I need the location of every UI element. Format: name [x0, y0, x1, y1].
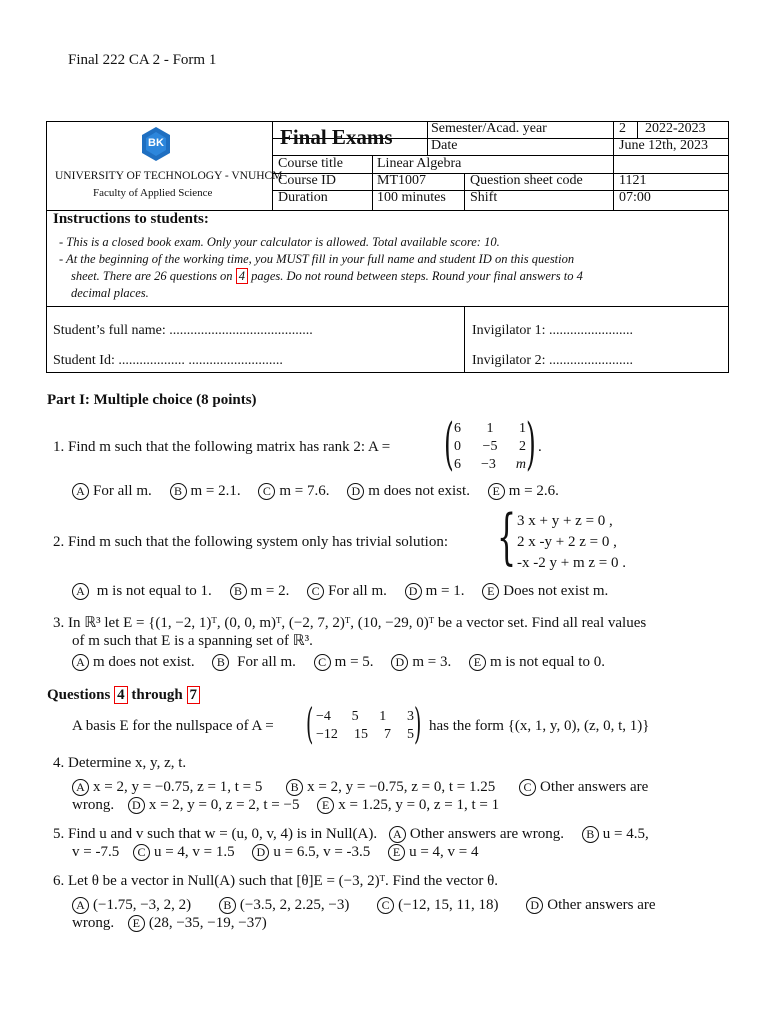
instructions-line-2: - At the beginning of the working time, you MUST fill in your full name and student ID on this question [59, 252, 575, 266]
question-4-options-line-1 [72, 779, 662, 796]
matrix-cell: 6 [454, 421, 461, 436]
matrix-cell: 1 [486, 421, 494, 436]
course-id-label: Course ID [278, 173, 336, 188]
exam-header-box [46, 121, 729, 373]
matrix-cell: 3 [406, 709, 414, 724]
question-1-text: 1. Find m such that the following matrix has rank 2: A = [53, 439, 391, 455]
option-text: m = 2.1. [190, 483, 241, 499]
question-3-line-2: of m such that E is a spanning set of ℝ³. [72, 633, 313, 649]
matrix-cell: −4 [316, 709, 331, 724]
option-text: m = 2. [250, 583, 290, 599]
matrix-cell: m [515, 457, 526, 472]
option-letter: C [314, 654, 331, 671]
question-2-options [72, 583, 622, 600]
matrix-cell: −3 [480, 457, 496, 472]
option-letter: A [72, 583, 89, 600]
option-text: (−12, 15, 11, 18) [398, 897, 499, 913]
option-letter: C [133, 844, 150, 861]
option-text: m is not equal to 1. [96, 583, 212, 599]
option-letter: D [405, 583, 422, 600]
option-c[interactable] [314, 654, 374, 671]
option-c-cont: wrong. [72, 797, 115, 813]
question-5-line-2 [72, 844, 492, 861]
instructions-line-4: decimal places. [71, 286, 149, 300]
option-a[interactable] [72, 897, 191, 914]
nullspace-form: has the form {(x, 1, y, 0), (z, 0, t, 1)} [429, 718, 650, 734]
option-letter: D [252, 844, 269, 861]
instructions-line-3a: sheet. There are 26 questions on [71, 269, 236, 283]
option-letter: E [317, 797, 334, 814]
semester-value: 2 [619, 121, 626, 136]
instructions-line-3 [71, 269, 583, 284]
option-letter: E [488, 483, 505, 500]
option-text: x = 1.25, y = 0, z = 1, t = 1 [338, 797, 500, 813]
system-eq-2: 2 x -y + 2 z = 0 , [517, 534, 617, 550]
matrix-cell: 0 [454, 439, 461, 454]
date-value: June 12th, 2023 [619, 138, 709, 153]
option-text: (−3.5, 2, 2.25, −3) [239, 897, 350, 913]
matrix-cell: 15 [353, 727, 368, 742]
title-part: Questions [47, 687, 115, 703]
matrix-cell: 5 [407, 727, 414, 742]
option-text: m does not exist. [368, 483, 470, 499]
option-c[interactable] [519, 779, 648, 796]
logo-text: BK [148, 137, 164, 149]
option-a[interactable] [72, 583, 212, 600]
option-text: Other answers are wrong. [409, 826, 564, 842]
question-3-line-1: 3. In ℝ³ let E = {(1, −2, 1)ᵀ, (0, 0, m)ᵀ, (−2, 7, 2)ᵀ, (10, −29, 0)ᵀ be a vector set. Find all real values [53, 615, 647, 631]
option-b-cont: v = -7.5 [72, 844, 120, 860]
option-text: m = 1. [425, 583, 465, 599]
course-title-label: Course title [278, 156, 343, 171]
instructions-line-1: - This is a closed book exam. Only your calculator is allowed. Total available score: 10. [59, 235, 500, 249]
nullspace-matrix: ( ) −4 5 1 3 −12 15 7 5 [306, 699, 422, 748]
option-letter: A [389, 826, 406, 843]
student-id-field[interactable]: Student Id: ................... ........................... [53, 353, 283, 368]
question-1-matrix: ( ) 6 1 1 0 −5 2 6 −3 m [444, 412, 536, 477]
part1-title: Part I: Multiple choice (8 points) [47, 392, 257, 408]
option-letter: B [582, 826, 599, 843]
option-letter: E [388, 844, 405, 861]
option-text: m = 7.6. [279, 483, 330, 499]
shift-value: 07:00 [619, 190, 651, 205]
option-e[interactable] [482, 583, 608, 600]
matrix-cell: 7 [383, 727, 391, 742]
option-letter: B [212, 654, 229, 671]
option-letter: D [347, 483, 364, 500]
matrix-cell: 6 [454, 457, 461, 472]
invigilator-1-field[interactable]: Invigilator 1: ........................ [472, 323, 633, 338]
question-5-text: 5. Find u and v such that w = (u, 0, v, 4) is in Null(A). [53, 826, 378, 842]
option-a[interactable] [389, 826, 564, 843]
faculty-name: Faculty of Applied Science [93, 187, 213, 199]
option-letter: A [72, 483, 89, 500]
title-part: through [127, 687, 187, 703]
option-text: m is not equal to 0. [489, 654, 605, 670]
question-7-link[interactable]: 7 [187, 686, 201, 704]
instructions-line-3b: pages. Do not round between steps. Round your final answers to 4 [247, 269, 583, 283]
university-name: UNIVERSITY OF TECHNOLOGY - VNUHCM [55, 170, 283, 182]
matrix-cell: −12 [316, 727, 338, 742]
option-c[interactable] [377, 897, 498, 914]
option-c[interactable] [133, 844, 235, 861]
option-letter: D [128, 797, 145, 814]
matrix-cell: 1 [519, 421, 526, 436]
question-4-link[interactable]: 4 [114, 686, 128, 704]
option-d[interactable] [128, 797, 300, 814]
option-letter: C [258, 483, 275, 500]
invigilator-2-field[interactable]: Invigilator 2: ........................ [472, 353, 633, 368]
option-text: (28, −35, −19, −37) [148, 915, 267, 931]
option-text: u = 4.5, [602, 826, 649, 842]
running-header: Final 222 CA 2 - Form 1 [68, 52, 217, 68]
system-brace: { [497, 502, 517, 572]
option-e[interactable] [469, 654, 605, 671]
option-letter: E [128, 915, 145, 932]
option-text: x = 2, y = −0.75, z = 1, t = 5 [93, 779, 263, 795]
option-b[interactable] [286, 779, 495, 796]
option-text: u = 4, v = 1.5 [153, 844, 235, 860]
option-text: m = 5. [334, 654, 374, 670]
pages-count-link[interactable]: 4 [236, 268, 248, 284]
option-a[interactable] [72, 483, 152, 500]
option-d[interactable] [526, 897, 655, 914]
question-6-options-line-1 [72, 897, 670, 914]
option-text: m = 2.6. [508, 483, 559, 499]
system-eq-1: 3 x + y + z = 0 , [517, 513, 613, 529]
student-name-field[interactable]: Student’s full name: ......................................... [53, 323, 313, 338]
option-letter: C [519, 779, 536, 796]
option-text: x = 2, y = 0, z = 2, t = −5 [148, 797, 300, 813]
option-text: Does not exist m. [503, 583, 609, 599]
option-text: Other answers are [540, 779, 649, 795]
option-d[interactable] [252, 844, 370, 861]
semester-label: Semester/Acad. year [431, 121, 547, 136]
option-letter: B [230, 583, 247, 600]
questions-4-7-title [47, 687, 200, 704]
date-label: Date [431, 138, 458, 153]
question-5-line-1 [53, 826, 663, 843]
option-letter: A [72, 654, 89, 671]
option-text: x = 2, y = −0.75, z = 0, t = 1.25 [307, 779, 496, 795]
option-letter: E [469, 654, 486, 671]
matrix-cell: 5 [351, 709, 359, 724]
option-d[interactable] [347, 483, 470, 500]
option-text: u = 4, v = 4 [409, 844, 479, 860]
option-b[interactable] [212, 654, 296, 671]
option-c[interactable] [307, 583, 387, 600]
question-sheet-code-value: 1121 [619, 173, 647, 188]
option-text: (−1.75, −3, 2, 2) [93, 897, 192, 913]
question-6-text: 6. Let θ be a vector in Null(A) such that [θ]E = (−3, 2)ᵀ. Find the vector θ. [53, 873, 499, 889]
course-title-value: Linear Algebra [377, 156, 462, 171]
option-a[interactable] [72, 779, 262, 796]
option-text: Other answers are [547, 897, 656, 913]
question-1-options [72, 483, 573, 500]
question-sheet-code-label: Question sheet code [470, 173, 583, 188]
option-b[interactable] [219, 897, 349, 914]
duration-value: 100 minutes [377, 190, 446, 205]
option-a[interactable] [72, 654, 195, 671]
exam-title: Final Exams [280, 125, 393, 149]
university-logo [140, 126, 172, 166]
option-letter: C [307, 583, 324, 600]
matrix-cell: 1 [379, 709, 387, 724]
option-d-cont: wrong. [72, 915, 115, 931]
option-letter: C [377, 897, 394, 914]
option-e[interactable] [388, 844, 478, 861]
option-d[interactable] [391, 654, 451, 671]
option-letter: B [219, 897, 236, 914]
question-4-options-line-2 [72, 797, 513, 814]
option-letter: D [391, 654, 408, 671]
option-text: For all m. [237, 654, 296, 670]
question-2-text: 2. Find m such that the following system only has trivial solution: [53, 534, 448, 550]
option-letter: E [482, 583, 499, 600]
course-id-value: MT1007 [377, 173, 426, 188]
acad-year-value: 2022-2023 [645, 121, 706, 136]
option-e[interactable] [317, 797, 499, 814]
question-1-period: . [538, 439, 542, 455]
option-text: For all m. [328, 583, 387, 599]
option-b[interactable] [582, 826, 649, 843]
option-e[interactable] [128, 915, 267, 932]
option-letter: D [526, 897, 543, 914]
matrix-cell: 2 [519, 439, 526, 454]
system-eq-3: -x -2 y + m z = 0 . [517, 555, 626, 571]
option-text: For all m. [93, 483, 152, 499]
nullspace-intro: A basis E for the nullspace of A = [72, 718, 274, 734]
option-text: m = 3. [412, 654, 452, 670]
option-letter: A [72, 897, 89, 914]
option-c[interactable] [258, 483, 329, 500]
duration-label: Duration [278, 190, 328, 205]
shift-label: Shift [470, 190, 498, 205]
option-letter: B [286, 779, 303, 796]
question-4-text: 4. Determine x, y, z, t. [53, 755, 187, 771]
option-letter: A [72, 779, 89, 796]
instructions-title: Instructions to students: [53, 211, 209, 227]
option-letter: B [170, 483, 187, 500]
option-text: m does not exist. [93, 654, 195, 670]
option-b[interactable] [230, 583, 290, 600]
matrix-cell: −5 [482, 439, 498, 454]
option-b[interactable] [170, 483, 241, 500]
option-e[interactable] [488, 483, 559, 500]
option-d[interactable] [405, 583, 465, 600]
question-6-options-line-2 [72, 915, 281, 932]
question-3-options [72, 654, 619, 671]
option-text: u = 6.5, v = -3.5 [273, 844, 371, 860]
